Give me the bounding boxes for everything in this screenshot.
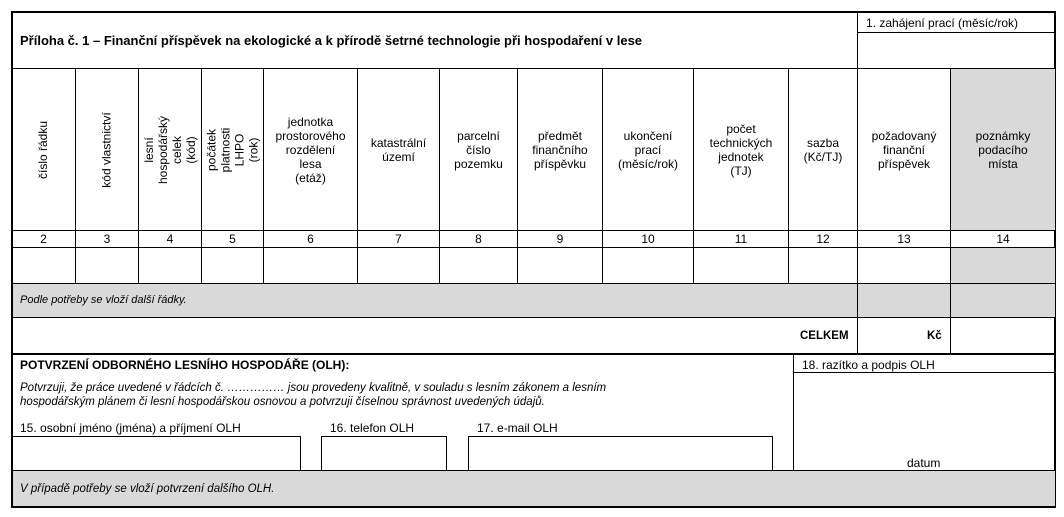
data-cell[interactable] — [694, 248, 788, 283]
col-header-technical-units: počet technických jednotek (TJ) — [709, 121, 773, 178]
col-header-rate: sazba (Kč/TJ) — [803, 135, 843, 164]
col-number: 9 — [556, 232, 564, 246]
data-cell[interactable] — [264, 248, 357, 283]
col-number: 3 — [103, 232, 111, 246]
start-date-label: 1. zahájení prací (měsíc/rok) — [866, 16, 1019, 30]
col-number: 6 — [307, 232, 314, 246]
more-rows-note: Podle potřeby se vloží další řádky. — [20, 294, 187, 306]
col-header-ownership-code: kód vlastnictví — [100, 111, 114, 188]
col-header-subject: předmět finančního příspěvku — [532, 128, 588, 171]
col-header-spatial-unit: jednotka prostorového rozdělení lesa (etáž) — [275, 114, 346, 185]
data-cell[interactable] — [139, 248, 201, 283]
olh-heading: POTVRZENÍ ODBORNÉHO LESNÍHO HOSPODÁŘE (OLH): — [20, 358, 350, 372]
col-number: 8 — [475, 232, 482, 246]
stamp-label: 18. razítko a podpis OLH — [802, 358, 935, 372]
col-number: 12 — [816, 232, 830, 246]
start-date-field[interactable] — [858, 33, 1055, 68]
olh-name-field[interactable] — [12, 436, 301, 471]
olh-email-field[interactable] — [468, 436, 773, 471]
col-header-forest-unit: lesní hospodářský celek (kód) — [142, 115, 199, 184]
data-cell[interactable] — [358, 248, 439, 283]
total-label: CELKEM — [800, 330, 849, 342]
col-header-cadastral-area: katastrální území — [370, 135, 427, 164]
col-header-completion: ukončení prací (měsíc/rok) — [618, 128, 678, 171]
olh-phone-label: 16. telefon OLH — [330, 421, 415, 435]
date-label: datum — [907, 456, 941, 470]
col-number: 5 — [229, 232, 236, 246]
total-amount-field[interactable] — [858, 318, 924, 352]
data-row-bottom-line — [11, 283, 1056, 284]
col-number: 13 — [897, 232, 911, 246]
stamp-signature-field[interactable] — [794, 373, 1055, 469]
data-cell[interactable] — [202, 248, 263, 283]
data-cell[interactable] — [440, 248, 517, 283]
footer-note: V případě potřeby se vloží potvrzení dalšího OLH. — [20, 483, 275, 495]
data-cell[interactable] — [76, 248, 138, 283]
column-14-body-bg — [950, 247, 1055, 317]
data-cell[interactable] — [12, 248, 75, 283]
olh-statement-line2: hospodářským plánem či lesní hospodářskou osnovou a potvrzuji číselnou správnost uvedených údajů. — [20, 396, 545, 408]
olh-email-label: 17. e-mail OLH — [477, 421, 558, 435]
total-currency: Kč — [927, 330, 942, 342]
olh-statement-line1: Potvrzuji, že práce uvedené v řádcích č. …………… jsou provedeny kvalitně, v souladu s lesním zákonem a lesním — [20, 382, 607, 394]
data-cell[interactable] — [603, 248, 693, 283]
col-number: 2 — [40, 232, 47, 246]
olh-name-label: 15. osobní jméno (jména) a příjmení OLH — [20, 421, 241, 435]
total-bottom-line — [11, 353, 1056, 355]
col-header-row-number: číslo řádku — [36, 120, 51, 179]
data-cell[interactable] — [518, 248, 602, 283]
col-number: 4 — [166, 232, 174, 246]
col-header-notes: poznámky podacího místa — [975, 128, 1031, 171]
col-number: 14 — [996, 232, 1010, 246]
col-number: 10 — [641, 232, 655, 246]
data-cell[interactable] — [858, 248, 950, 283]
form-title: Příloha č. 1 – Finanční příspěvek na ekologické a k přírodě šetrné technologie při hospodaření v lese — [20, 33, 643, 48]
col-number: 7 — [395, 232, 402, 246]
data-cell[interactable] — [789, 248, 857, 283]
col-header-requested-amount: požadovaný finanční příspěvek — [871, 128, 937, 171]
col-header-parcel-number: parcelní číslo pozemku — [454, 128, 503, 171]
col-header-lhpo-start: počátek platnosti LHPO (rok) — [204, 127, 261, 172]
col-number: 11 — [734, 232, 748, 246]
olh-phone-field[interactable] — [321, 436, 447, 471]
